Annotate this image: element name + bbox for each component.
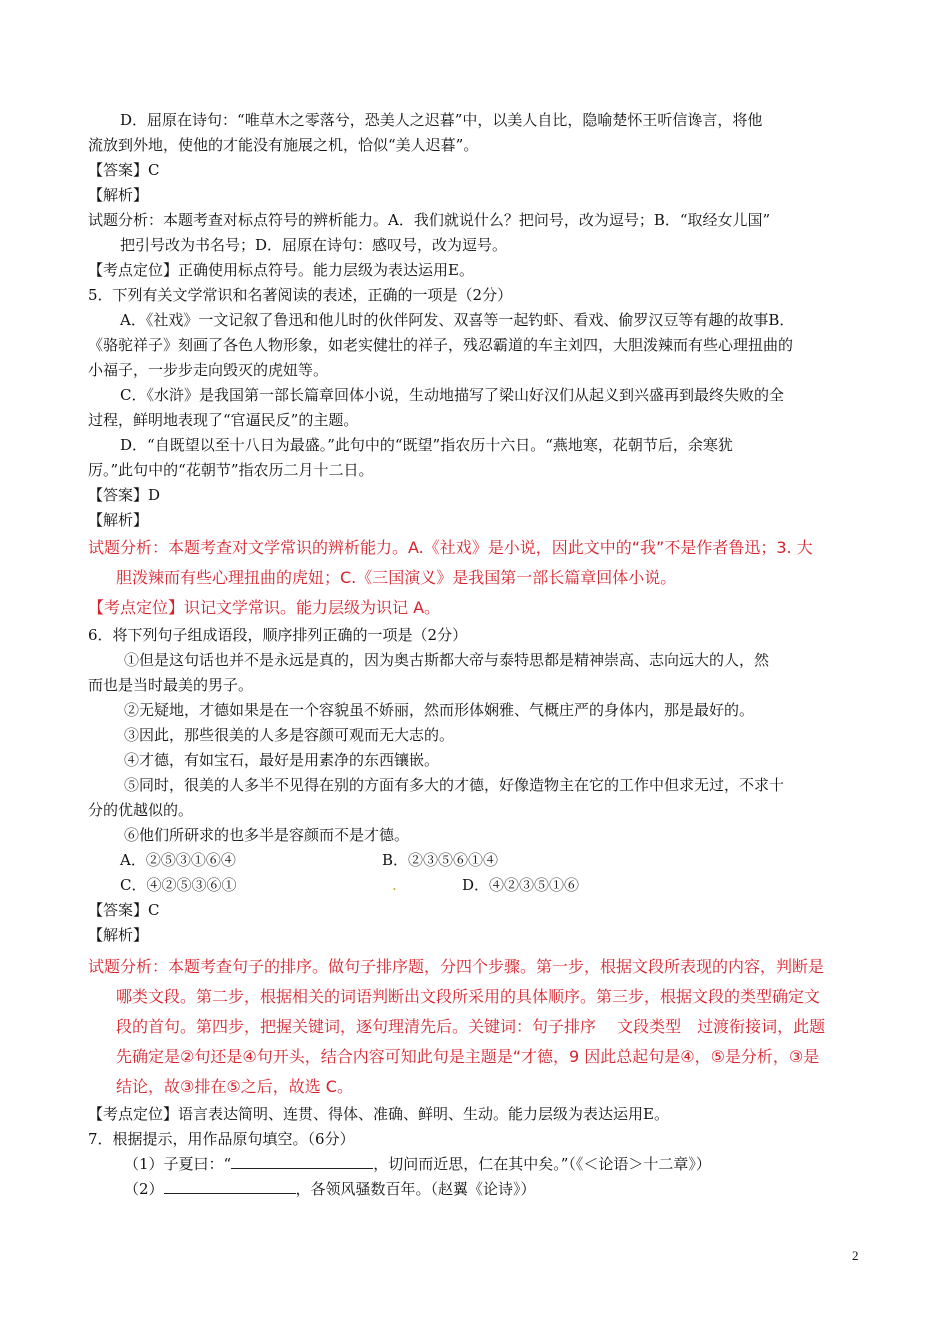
- q7-item-1: [88, 1152, 878, 1177]
- q6-answer: 【答案】C: [88, 901, 160, 919]
- q5-analysis-label: 【解析】: [88, 511, 149, 529]
- q5-stem: 5．下列有关文学常识和名著阅读的表述，正确的一项是（2分）: [88, 286, 513, 304]
- q6-sentence-5-line-1: ⑤同时，很美的人多半不见得在别的方面有多大的才德，好像造物主在它的工作中但求无过，不求十: [124, 776, 785, 794]
- q6-options-row-2: [88, 873, 878, 898]
- q6-sentence-1-line-2: 而也是当时最美的男子。: [88, 676, 254, 694]
- q6-analysis-label: 【解析】: [88, 926, 149, 944]
- q7-item-1-suffix: ，切问而近思，仁在其中矣。”（《＜论语＞十二章》）: [373, 1155, 711, 1173]
- q5-analysis-line-2: 胆泼辣而有些心理扭曲的虎妞；C.《三国演义》是我国第一部长篇章回体小说。: [116, 568, 677, 587]
- q6-option-d: D．④②③⑤①⑥: [462, 876, 580, 894]
- q5-option-a-line-3: 小福子，一步步走向毁灭的虎妞等。: [88, 361, 329, 379]
- q4-answer: 【答案】C: [88, 161, 160, 179]
- q6-sentence-4: ④才德，有如宝石，最好是用素净的东西镶嵌。: [124, 751, 440, 769]
- q4-analysis-line-1: 试题分析：本题考查对标点符号的辨析能力。A．我们就说什么？把问号，改为逗号；B．“取经女儿国”: [88, 211, 771, 229]
- q6-analysis-line-1: 试题分析：本题考查句子的排序。做句子排序题，分四个步骤。第一步，根据文段所表现的内容，判断是: [88, 957, 825, 976]
- q7-item-2: [88, 1177, 878, 1202]
- page-content: [88, 108, 878, 1202]
- q6-options-row-1: [88, 848, 878, 873]
- q4-option-d-line-2: 流放到外地，使他的才能没有施展之机，恰似“美人迟暮”。: [88, 136, 479, 154]
- q6-sentence-6: ⑥他们所研求的也多半是容颜而不是才德。: [124, 826, 410, 844]
- q5-option-a-line-1: A．《社戏》一文记叙了鲁迅和他儿时的伙伴阿发、双喜等一起钓虾、看戏、偷罗汉豆等有趣的故事B．: [120, 311, 795, 329]
- q5-option-c-line-1: C．《水浒》是我国第一部长篇章回体小说，生动地描写了梁山好汉们从起义到兴盛再到最终失败的全: [120, 386, 784, 404]
- q6-sentence-3: ③因此，那些很美的人多是容颜可观而无大志的。: [124, 726, 455, 744]
- q6-stem: 6．将下列句子组成语段，顺序排列正确的一项是（2分）: [88, 626, 468, 644]
- page-number: 2: [852, 1248, 859, 1263]
- q4-kaodian: 【考点定位】正确使用标点符号。能力层级为表达运用E。: [88, 261, 474, 279]
- q6-option-a: A．②⑤③①⑥④: [120, 851, 236, 869]
- q4-analysis-label: 【解析】: [88, 186, 149, 204]
- stray-mark: .: [392, 876, 397, 894]
- q6-option-c: C．④②⑤③⑥①: [120, 876, 237, 894]
- q7-item-2-blank[interactable]: [164, 1179, 296, 1194]
- q5-option-d-line-2: 厉。”此句中的“花朝节”指农历二月十二日。: [88, 461, 374, 479]
- q7-stem: 7．根据提示，用作品原句填空。（6分）: [88, 1130, 355, 1148]
- q6-option-b: B．②③⑤⑥①④: [382, 851, 499, 869]
- q5-answer: 【答案】D: [88, 486, 161, 504]
- q6-analysis-line-2: 哪类文段。第二步，根据相关的词语判断出文段所采用的具体顺序。第三步，根据文段的类型确定文: [116, 987, 821, 1006]
- q5-kaodian: 【考点定位】识记文学常识。能力层级为识记 A。: [88, 598, 441, 617]
- q6-analysis-line-5: 结论，故③排在⑤之后，故选 C。: [116, 1077, 353, 1096]
- q6-analysis-line-4: 先确定是②句还是④句开头，结合内容可知此句是主题是“才德，9 因此总起句是④，⑤是分析，③是: [116, 1047, 820, 1066]
- q6-kaodian: 【考点定位】语言表达简明、连贯、得体、准确、鲜明、生动。能力层级为表达运用E。: [88, 1105, 669, 1123]
- q5-analysis-line-1: 试题分析：本题考查对文学常识的辨析能力。A.《社戏》是小说，因此文中的“我”不是作者鲁迅；3. 大: [88, 538, 813, 557]
- q5-option-d-line-1: D．“自既望以至十八日为最盛。”此句中的“既望”指农历十六日。“燕地寒，花朝节后，余寒犹: [120, 436, 733, 454]
- q6-sentence-5-line-2: 分的优越似的。: [88, 801, 194, 819]
- q6-sentence-1-line-1: ①但是这句话也并不是永远是真的，因为奥古斯都大帝与泰特思都是精神崇高、志向远大的人，然: [124, 651, 770, 669]
- q6-sentence-2: ②无疑地，才德如果是在一个容貌虽不娇丽，然而形体娴雅、气概庄严的身体内，那是最好的。: [124, 701, 755, 719]
- q5-option-a-line-2: 《骆驼祥子》刻画了各色人物形象，如老实健壮的祥子，残忍霸道的车主刘四，大胆泼辣而有些心理扭曲的: [88, 336, 794, 354]
- q7-item-2-prefix: （2）: [124, 1180, 164, 1198]
- q7-item-1-blank[interactable]: [231, 1154, 373, 1169]
- q4-option-d-line-1: D．屈原在诗句：“唯草木之零落兮，恐美人之迟暮”中，以美人自比，隐喻楚怀王听信谗言，将他: [120, 111, 763, 129]
- q5-option-c-line-2: 过程，鲜明地表现了“官逼民反”的主题。: [88, 411, 359, 429]
- q7-item-2-suffix: ，各领风骚数百年。（赵翼《论诗》）: [295, 1180, 536, 1198]
- q7-item-1-prefix: （1）子夏曰：“: [124, 1155, 232, 1173]
- q4-analysis-line-2: 把引号改为书名号；D．屈原在诗句：感叹号，改为逗号。: [120, 236, 508, 254]
- q6-analysis-line-3: 段的首句。第四步，把握关键词，逐句理清先后。关键词：句子排序 文段类型 过渡衔接词，此题: [116, 1017, 826, 1036]
